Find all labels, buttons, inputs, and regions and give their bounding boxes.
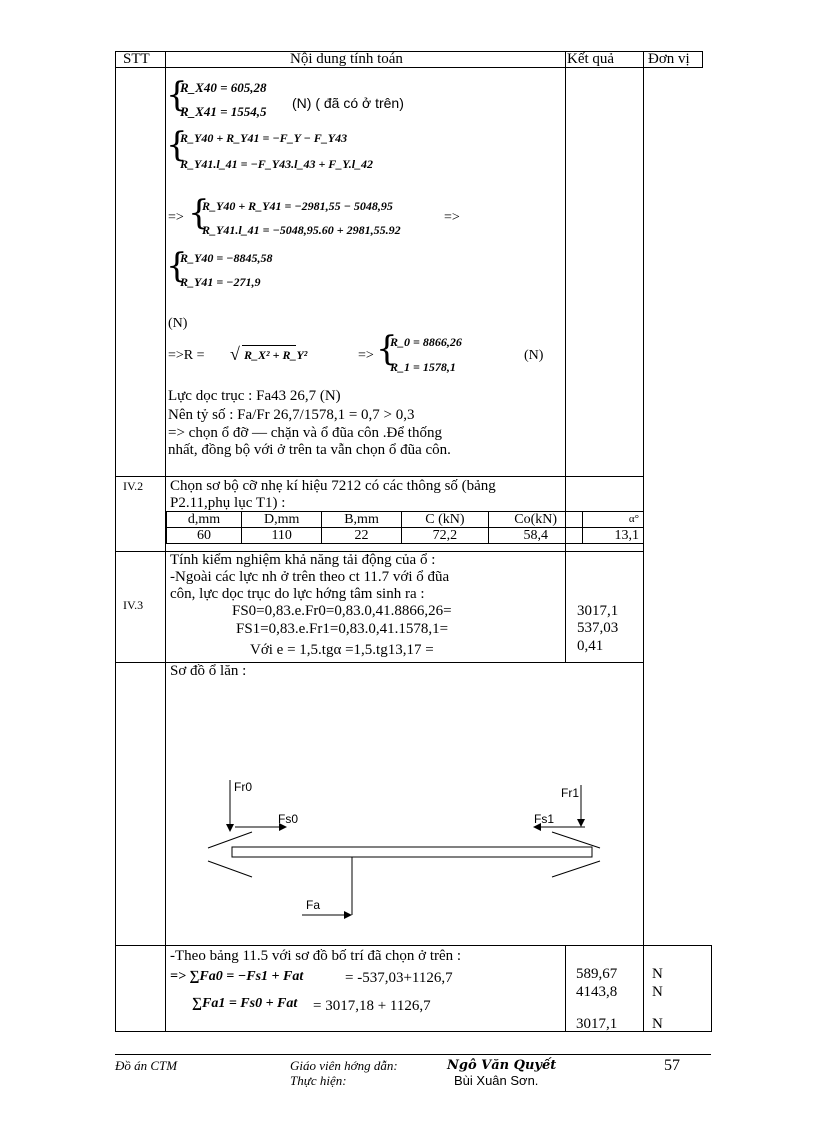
header-content: Nội dung tính toán bbox=[290, 51, 403, 67]
eq4b: R_Y41 = −271,9 bbox=[180, 275, 261, 289]
brace-eq4: { bbox=[166, 246, 188, 286]
header-result: Kết quả bbox=[567, 51, 615, 67]
bearing-header-cell: d,mm bbox=[167, 512, 242, 528]
col-result bbox=[565, 51, 566, 662]
col-right bbox=[702, 51, 703, 68]
right-bearing-bottom bbox=[552, 861, 600, 877]
shaft bbox=[232, 847, 592, 857]
header-unit: Đơn vị bbox=[648, 51, 690, 67]
page-number: 57 bbox=[664, 1057, 680, 1074]
final-unit3: N bbox=[652, 1016, 663, 1032]
unit-n: (N) bbox=[168, 316, 188, 331]
eq5-unit: (N) bbox=[524, 348, 544, 363]
eq3a: R_Y40 + R_Y41 = −2981,55 − 5048,95 bbox=[202, 199, 393, 213]
iv3-res1: 3017,1 bbox=[577, 603, 619, 619]
fa-label: Fa bbox=[306, 898, 321, 912]
bearing-header-cell: Co(kN) bbox=[489, 512, 583, 528]
bearing-value-cell: 22 bbox=[322, 528, 401, 544]
col-left bbox=[115, 51, 116, 1032]
left-bearing-bottom bbox=[208, 861, 252, 877]
fr1-label: Fr1 bbox=[561, 786, 579, 800]
row-line-final bbox=[115, 945, 711, 946]
footer-left: Đồ án CTM bbox=[115, 1058, 178, 1073]
stt-iv2: IV.2 bbox=[123, 479, 144, 493]
fr0-arrowhead bbox=[226, 824, 234, 832]
iv3-line5: FS1=0,83.e.Fr1=0,83.0,41.1578,1= bbox=[236, 621, 449, 637]
col-result-b bbox=[565, 945, 566, 1032]
fr0-label: Fr0 bbox=[234, 780, 252, 794]
final-line1: -Theo bảng 11.5 với sơ đồ bố trí đã chọn ở trên : bbox=[170, 948, 462, 964]
iv2-line2: P2.11,phụ lục T1) : bbox=[170, 495, 286, 511]
footer-performer-name: Bùi Xuân Sơn. bbox=[454, 1073, 539, 1088]
bearing-diagram bbox=[190, 775, 670, 925]
iv3-res2: 537,03 bbox=[577, 620, 619, 636]
eq5b: R_1 = 1578,1 bbox=[390, 360, 456, 374]
bearing-header-cell: C (kN) bbox=[401, 512, 489, 528]
eq3b: R_Y41.l_41 = −5048,95.60 + 2981,55.92 bbox=[202, 223, 401, 237]
header-stt: STT bbox=[123, 51, 150, 67]
bearing-value-cell: 60 bbox=[167, 528, 242, 544]
footer-advisor-name: Ngô Văn Quyết bbox=[447, 1058, 557, 1073]
final-unit1: N bbox=[652, 966, 663, 982]
bearing-table-header bbox=[167, 512, 644, 528]
stt-iv3: IV.3 bbox=[123, 598, 144, 612]
iv3-line1: Tính kiểm nghiệm khả năng tải động của ổ : bbox=[170, 552, 436, 568]
sqrt-bar bbox=[242, 345, 296, 346]
eq4a: R_Y40 = −8845,58 bbox=[180, 251, 273, 265]
iv3-res3: 0,41 bbox=[577, 638, 604, 654]
bearing-value-cell: 72,2 bbox=[401, 528, 489, 544]
bearing-value-cell: 110 bbox=[241, 528, 322, 544]
eq1b: R_X41 = 1554,5 bbox=[180, 104, 267, 119]
iv3-line2: -Ngoài các lực nh ở trên theo ct 11.7 với ổ đũa bbox=[170, 569, 450, 585]
final-res1: 589,67 bbox=[576, 966, 618, 982]
bearing-value-cell: 58,4 bbox=[489, 528, 583, 544]
brace-eq3: { bbox=[188, 193, 210, 233]
final-line3a: ∑Fa1 = Fs0 + Fat bbox=[192, 996, 298, 1011]
bearing-header-cell: B,mm bbox=[322, 512, 401, 528]
eq5a: R_0 = 8866,26 bbox=[390, 335, 462, 349]
final-line2a: => ∑Fa0 = −Fs1 + Fat bbox=[170, 969, 304, 984]
final-res3: 3017,1 bbox=[576, 1016, 618, 1032]
iv3-line6: Với e = 1,5.tgα =1,5.tg13,17 = bbox=[250, 642, 434, 658]
arrow2: => bbox=[444, 210, 460, 225]
footer-rule bbox=[115, 1054, 711, 1055]
axial-force: Lực dọc trục : Fa43 26,7 (N) bbox=[168, 388, 341, 404]
r-formula: =>R = bbox=[168, 348, 205, 363]
sqrt-sign: √ bbox=[230, 344, 240, 364]
bearing-header-cell: D,mm bbox=[241, 512, 322, 528]
border-bottom bbox=[115, 1031, 711, 1032]
right-bearing-top bbox=[552, 832, 600, 848]
fs1-label: Fs1 bbox=[534, 812, 555, 826]
bearing-table bbox=[166, 511, 644, 544]
col-right-b bbox=[711, 945, 712, 1032]
final-unit2: N bbox=[652, 984, 663, 1000]
bearing-header-cell: α° bbox=[583, 512, 644, 528]
iv3-line4: FS0=0,83.e.Fr0=0,83.0,41.8866,26= bbox=[232, 603, 452, 619]
diagram-title: Sơ đồ ổ lăn : bbox=[170, 663, 247, 679]
brace-eq2: { bbox=[166, 125, 188, 165]
bearing-table-values bbox=[167, 528, 644, 544]
final-line3b: = 3017,18 + 1126,7 bbox=[313, 998, 431, 1014]
brace-eq1: { bbox=[166, 75, 188, 115]
choose-line2: nhất, đồng bộ với ở trên ta vẫn chọn ổ đũa côn. bbox=[168, 442, 451, 458]
arrow1: => bbox=[168, 210, 184, 225]
r-sqrt: R_X² + R_Y² bbox=[244, 348, 308, 362]
fa-arrowhead bbox=[344, 911, 352, 919]
eq1-note: (N) ( đã có ở trên) bbox=[292, 95, 404, 111]
choose-line1: => chọn ổ đỡ — chặn và ổ đũa côn .Để thống bbox=[168, 425, 442, 441]
row-line-iv2 bbox=[115, 476, 643, 477]
eq2a: R_Y40 + R_Y41 = −F_Y − F_Y43 bbox=[180, 131, 348, 145]
footer-advisor-label: Giáo viên hớng dẫn: bbox=[290, 1058, 398, 1073]
eq1a: R_X40 = 605,28 bbox=[180, 80, 267, 95]
arrow3: => bbox=[358, 348, 374, 363]
left-bearing-top bbox=[208, 832, 252, 848]
footer-performer-label: Thực hiện: bbox=[290, 1073, 347, 1088]
fr1-arrowhead bbox=[577, 819, 585, 827]
brace-eq5: { bbox=[376, 329, 398, 369]
bearing-value-cell: 13,1 bbox=[583, 528, 644, 544]
ratio: Nên tỷ số : Fa/Fr 26,7/1578,1 = 0,7 > 0,3 bbox=[168, 407, 415, 423]
eq2b: R_Y41.l_41 = −F_Y43.l_43 + F_Y.l_42 bbox=[180, 157, 374, 171]
final-res2: 4143,8 bbox=[576, 984, 618, 1000]
iv2-line1: Chọn sơ bộ cỡ nhẹ kí hiệu 7212 có các thông số (bảng bbox=[170, 478, 496, 494]
final-line2b: = -537,03+1126,7 bbox=[345, 970, 453, 986]
fs0-label: Fs0 bbox=[278, 812, 299, 826]
iv3-line3: côn, lực dọc trục do lực hớng tâm sinh ra : bbox=[170, 586, 425, 602]
